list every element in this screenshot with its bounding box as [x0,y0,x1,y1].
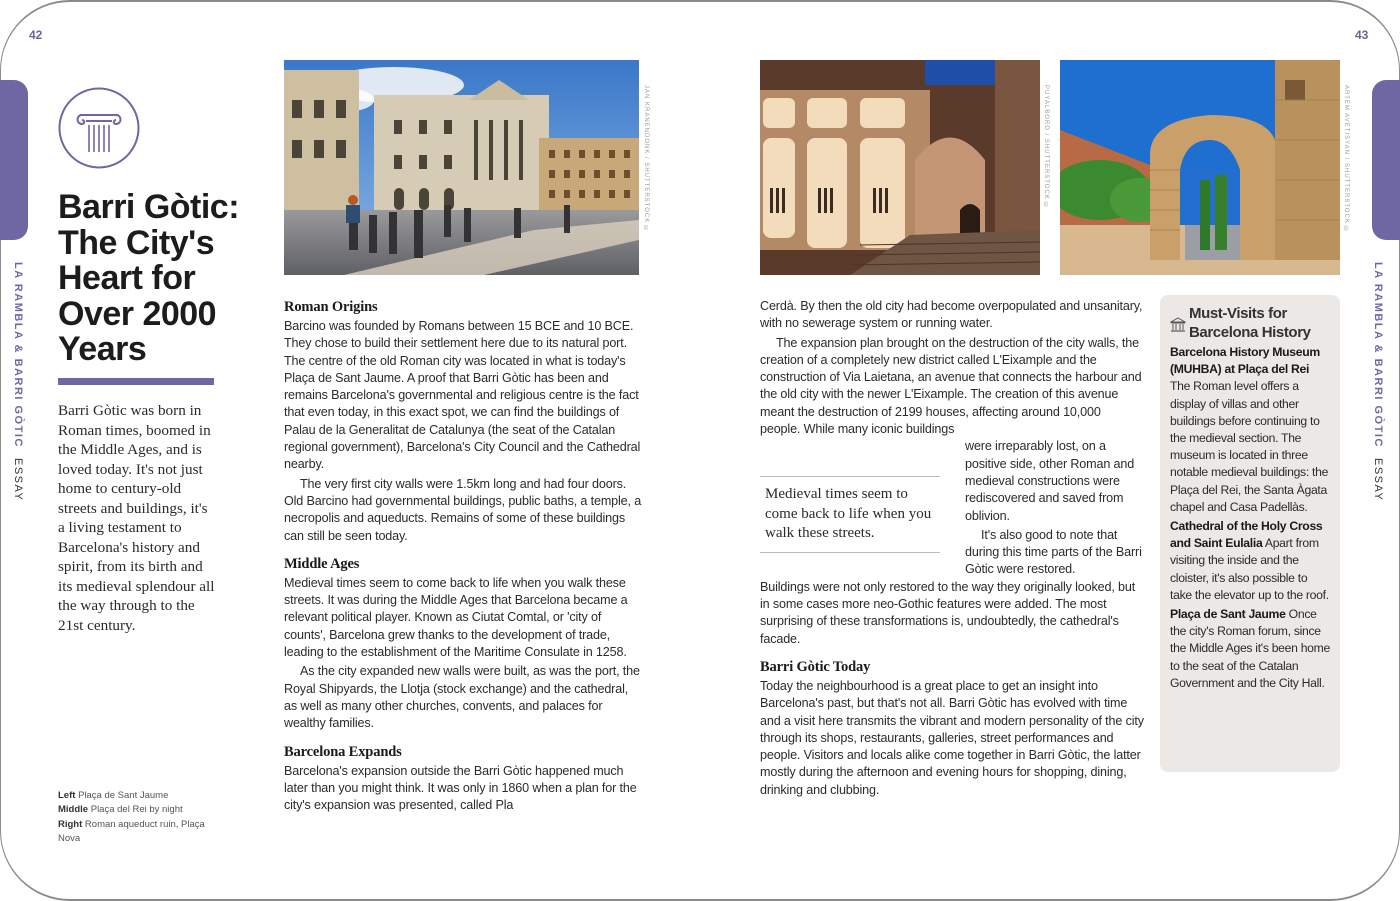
section-heading: Middle Ages [284,555,360,572]
photo-credit-1: JAN KRANENDONK / SHUTTERSTOCK © [643,85,649,233]
photo-credit-3: ARTEM AVETISYAN / SHUTTERSTOCK © [1343,85,1349,234]
paragraph: The very first city walls were 1.5km long and had four doors. Old Barcino had governmental buildings, public baths, a temple, a necropolis and aqueducts. Remains of some of these buildings can still be seen today. [284,476,642,543]
page-title: Barri Gòtic: The City's Heart for Over 2000 Years [58,188,240,368]
entry-text: Once the city's Roman forum, since the Middle Ages it's been home to the seat of the Catalan Government and the City Hall. [1170,607,1330,690]
photo-placa-sant-jaume [284,60,639,275]
wrapped-text [965,438,1144,578]
intro-text: Barri Gòtic was born in Roman times, boomed in the Middle Ages, and is loved today. It's not just home to century-old streets and buildings, it's a living testament to Barcelona's history and spirit, from its birth and its medieval splendour all the way through to the 21st century. [58,402,215,634]
entry-name: Plaça de Sant Jaume [1170,607,1286,622]
photo-placa-del-rei [760,60,1040,275]
sidebar-title: Must-Visits for Barcelona History [1189,305,1311,341]
caption-middle: Middle Plaça del Rei by night [58,804,183,816]
side-label-section: LA RAMBLA & BARRI GÒTIC [12,262,24,448]
section-barri-gotic-today [760,658,1144,799]
section-heading: Barcelona Expands [284,743,402,760]
sidebar-entry [1170,518,1330,604]
entry-name: Cathedral of the Holy Cross and Saint Eulalia [1170,519,1323,551]
paragraph: Buildings were not only restored to the way they originally looked, but in some cases more neo-Gothic features were added. The most surprising of these transformations is, undoubtedly, the cathedral's facade. [760,579,1136,646]
paragraph: Cerdà. By then the old city had become overpopulated and unsanitary, with no sewerage system or running water. [760,299,1143,331]
paragraph: Medieval times seem to come back to life when you walk these streets. It was during the Middle Ages that Barcelona became a relevant political player. Known as Ciutat Comtal, or 'city of counts', Barcelona grew thanks to the development of trade, leading to the establishment of the Maritime Consulate in 1258. [284,575,628,660]
ionic-column-icon [58,87,140,169]
entry-text: The Roman level offers a display of villas and other buildings before continuing to the medieval section. The museum is located in three notable medieval buildings: the Plaça del Rei, the Santa Àgata chapel and Casa Padellàs. [1170,379,1329,514]
caption-right: Right Roman aqueduct ruin, Plaça Nova [58,818,205,844]
section-heading: Roman Origins [284,299,378,315]
paragraph: Barcino was founded by Romans between 15 BCE and 10 BCE. They chose to build their settlement here due to its natural port. The centre of the old Roman city was located in what is today's Plaça de Sant Jaume. A proof that Barri Gòtic has been and remains Barcelona's governmental and religious centre is the fact that even today, in this exact spot, we can find the buildings of Palau de la Generalitat de Catalunya (the seat of the Catalan regional government), Barcelona's City Council and the Cathedral nearby. [284,319,641,472]
paragraph: It's also good to note that during this time parts of the Barri Gòtic were restored. [965,527,1142,577]
side-tab-left [0,80,28,240]
section-barcelona-expands [284,743,642,815]
side-label-right [1372,262,1384,502]
sidebar-entry [1170,344,1330,516]
paragraph: As the city expanded new walls were built, as was the port, the Royal Shipyards, the Llotja (stock exchange) and the cathedral, as well as many other churches, convents, and palaces for wealthy families. [284,664,640,731]
photo-credit-2: PUYALBORO / SHUTTERSTOCK © [1043,85,1049,210]
page-number-left: 42 [29,28,43,42]
page-number-right: 43 [1355,28,1369,42]
side-label-kind: ESSAY [1372,458,1384,502]
sidebar-entry [1170,606,1330,692]
side-label-section: LA RAMBLA & BARRI GÒTIC [1372,262,1384,448]
pull-quote: Medieval times seem to come back to life when you walk these streets. [760,476,940,553]
sidebar-header [1170,305,1330,342]
museum-icon [1170,317,1186,333]
paragraph: Barcelona's expansion outside the Barri Gòtic happened much later than you might think. It was only in 1860 when a plan for the city's expansion was presented, called Pla [284,763,637,813]
entry-name: Barcelona History Museum (MUHBA) at Plaça del Rei [1170,345,1320,377]
section-roman-origins [284,298,642,545]
paragraph: Today the neighbourhood is a great place to get an insight into Barcelona's past, but that's not all. Barri Gòtic has evolved with time and a visit here transmits the vibrant and modern personality of the city through its shops, restaurants, galleries, street performances and people. Visitors and locals alike come together in Barri Gòtic, the latter mostly during the afternoon and evening hours for shopping, dining, drinking and clubbing. [760,678,1144,797]
section-middle-ages [284,555,642,733]
must-visits-sidebar [1160,295,1340,772]
photo-roman-aqueduct [1060,60,1340,275]
photo-captions [58,789,218,846]
paragraph: were irreparably lost, on a positive side, other Roman and medieval constructions were rediscovered and saved from oblivion. [965,439,1135,523]
caption-left: Left Plaça de Sant Jaume [58,790,169,801]
side-label-left [12,262,24,502]
left-article-column [284,298,642,814]
side-tab-right [1372,80,1400,240]
entry-text: Apart from visiting the inside and the cloister, it's also possible to take the elevator up to the roof. [1170,536,1329,602]
side-label-kind: ESSAY [12,458,24,502]
section-heading: Barri Gòtic Today [760,658,871,675]
title-rule [58,378,214,385]
paragraph: The expansion plan brought on the destruction of the city walls, the creation of a completely new district called L'Eixample and the construction of Via Laietana, an avenue that connects the harbour and the old city with the newer L'Eixample. The creation of this avenue meant the destruction of 2199 houses, affecting around 10,000 people. While many iconic buildings [760,335,1142,437]
